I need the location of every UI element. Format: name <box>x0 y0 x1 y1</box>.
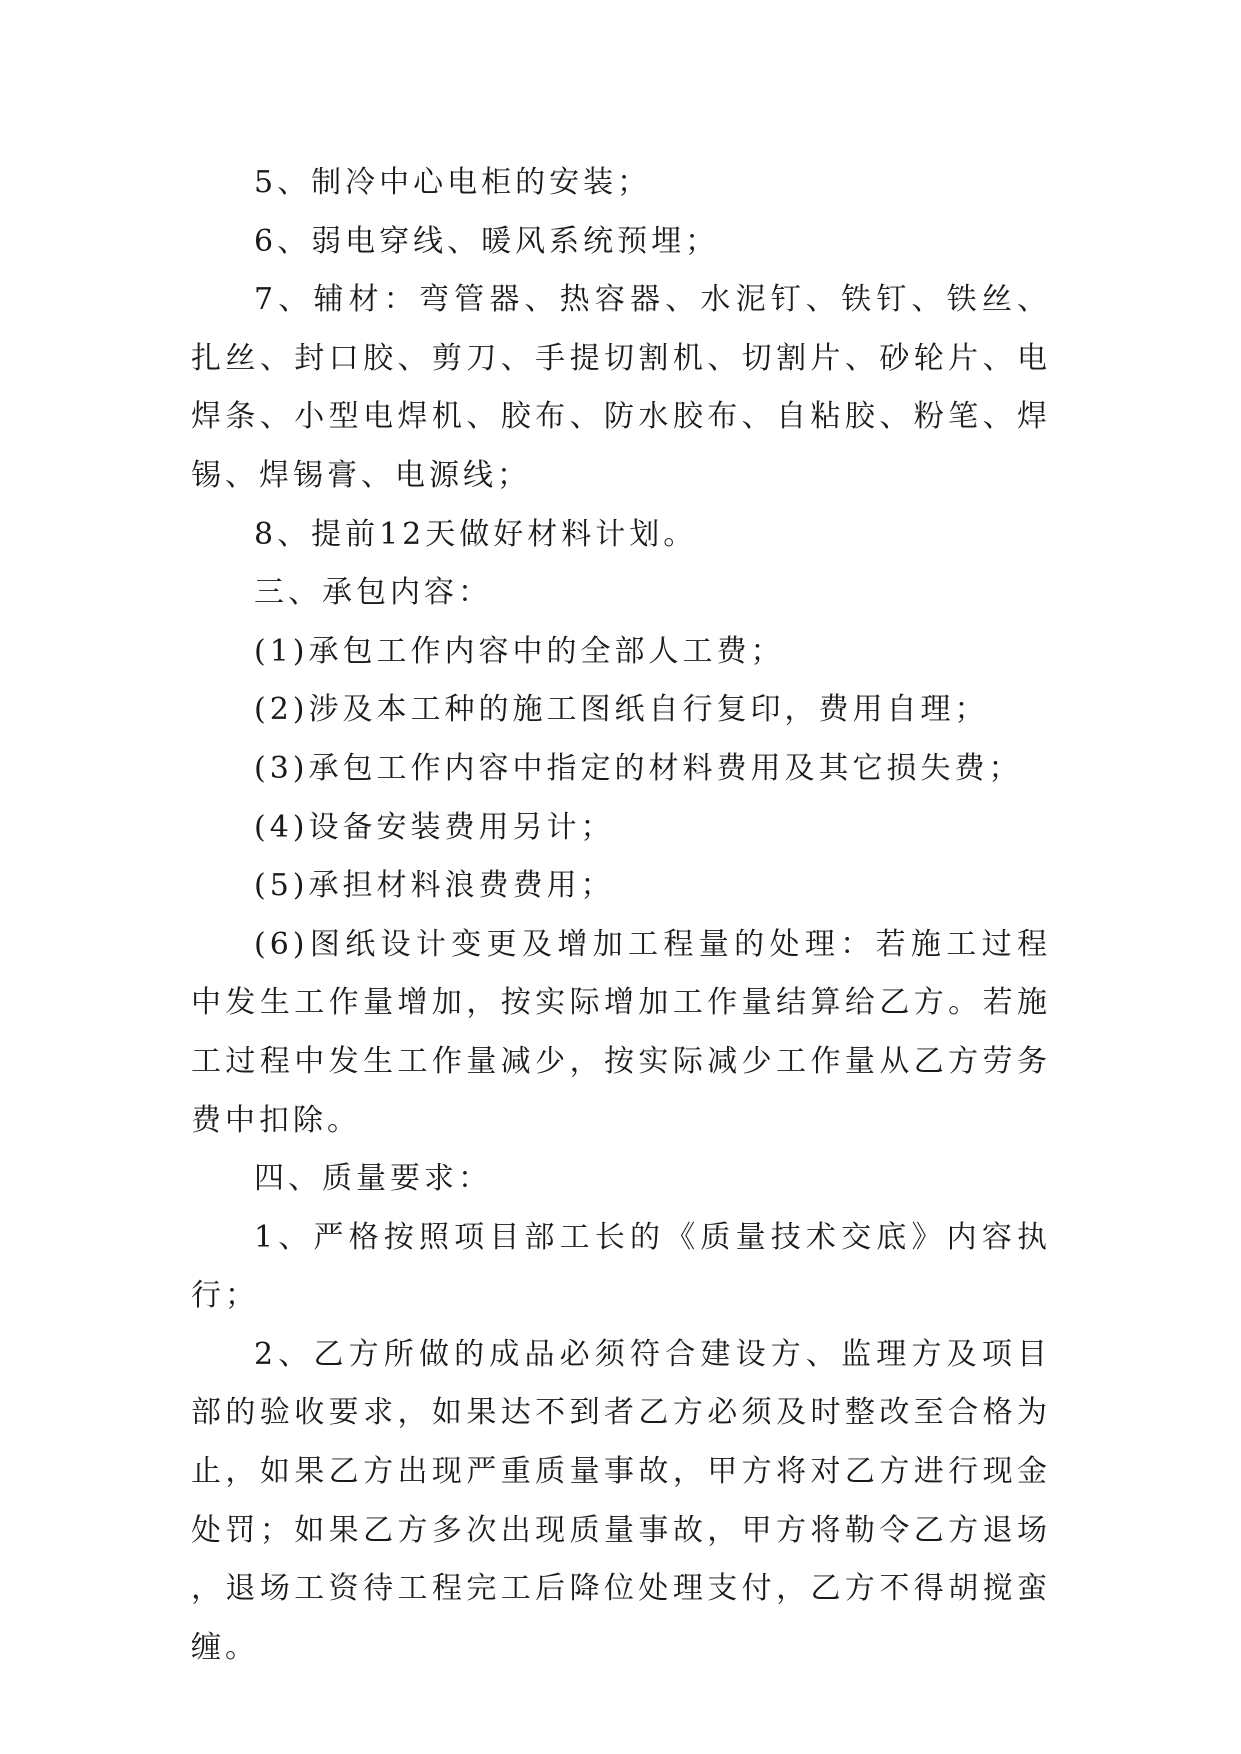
scope-item-3: (3)承包工作内容中指定的材料费用及其它损失费； <box>254 750 1023 786</box>
document-body <box>191 154 1051 1677</box>
scope-item-6: (6)图纸设计变更及增加工程量的处理：若施工过程中发生工作量增加，按实际增加工作量结算给乙方。若施工过程中发生工作量减少，按实际减少工作量从乙方劳务费中扣除。 <box>191 926 1051 1138</box>
scope-item-1: (1)承包工作内容中的全部人工费； <box>254 633 785 669</box>
scope-item-2: (2)涉及本工种的施工图纸自行复印，费用自理； <box>254 692 989 728</box>
item-7-auxiliary-materials: 7、辅材：弯管器、热容器、水泥钉、铁钉、铁丝、扎丝、封口胶、剪刀、手提切割机、切割片、砂轮片、电焊条、小型电焊机、胶布、防水胶布、自粘胶、粉笔、焊锡、焊锡膏、电源线； <box>191 282 1051 493</box>
scope-item-4: (4)设备安装费用另计； <box>254 809 615 845</box>
scope-item-5: (5)承担材料浪费费用； <box>254 868 615 904</box>
section-heading-quality: 四、质量要求： <box>254 1161 492 1197</box>
item-6-weak-current: 6、弱电穿线、暖风系统预埋； <box>254 223 720 259</box>
item-8-material-plan: 8、提前12天做好材料计划。 <box>254 516 698 552</box>
quality-item-2: 2、乙方所做的成品必须符合建设方、监理方及项目部的验收要求，如果达不到者乙方必须及时整改至合格为止，如果乙方出现严重质量事故，甲方将对乙方进行现金处罚；如果乙方多次出现质量事故，甲方将勒令乙方退场，退场工资待工程完工后降位处理支付，乙方不得胡搅蛮缠。 <box>191 1336 1051 1665</box>
quality-item-1: 1、严格按照项目部工长的《质量技术交底》内容执行； <box>191 1219 1051 1314</box>
section-heading-contract-scope: 三、承包内容： <box>254 575 492 611</box>
item-5-electric-cabinet: 5、制冷中心电柜的安装； <box>254 165 652 200</box>
